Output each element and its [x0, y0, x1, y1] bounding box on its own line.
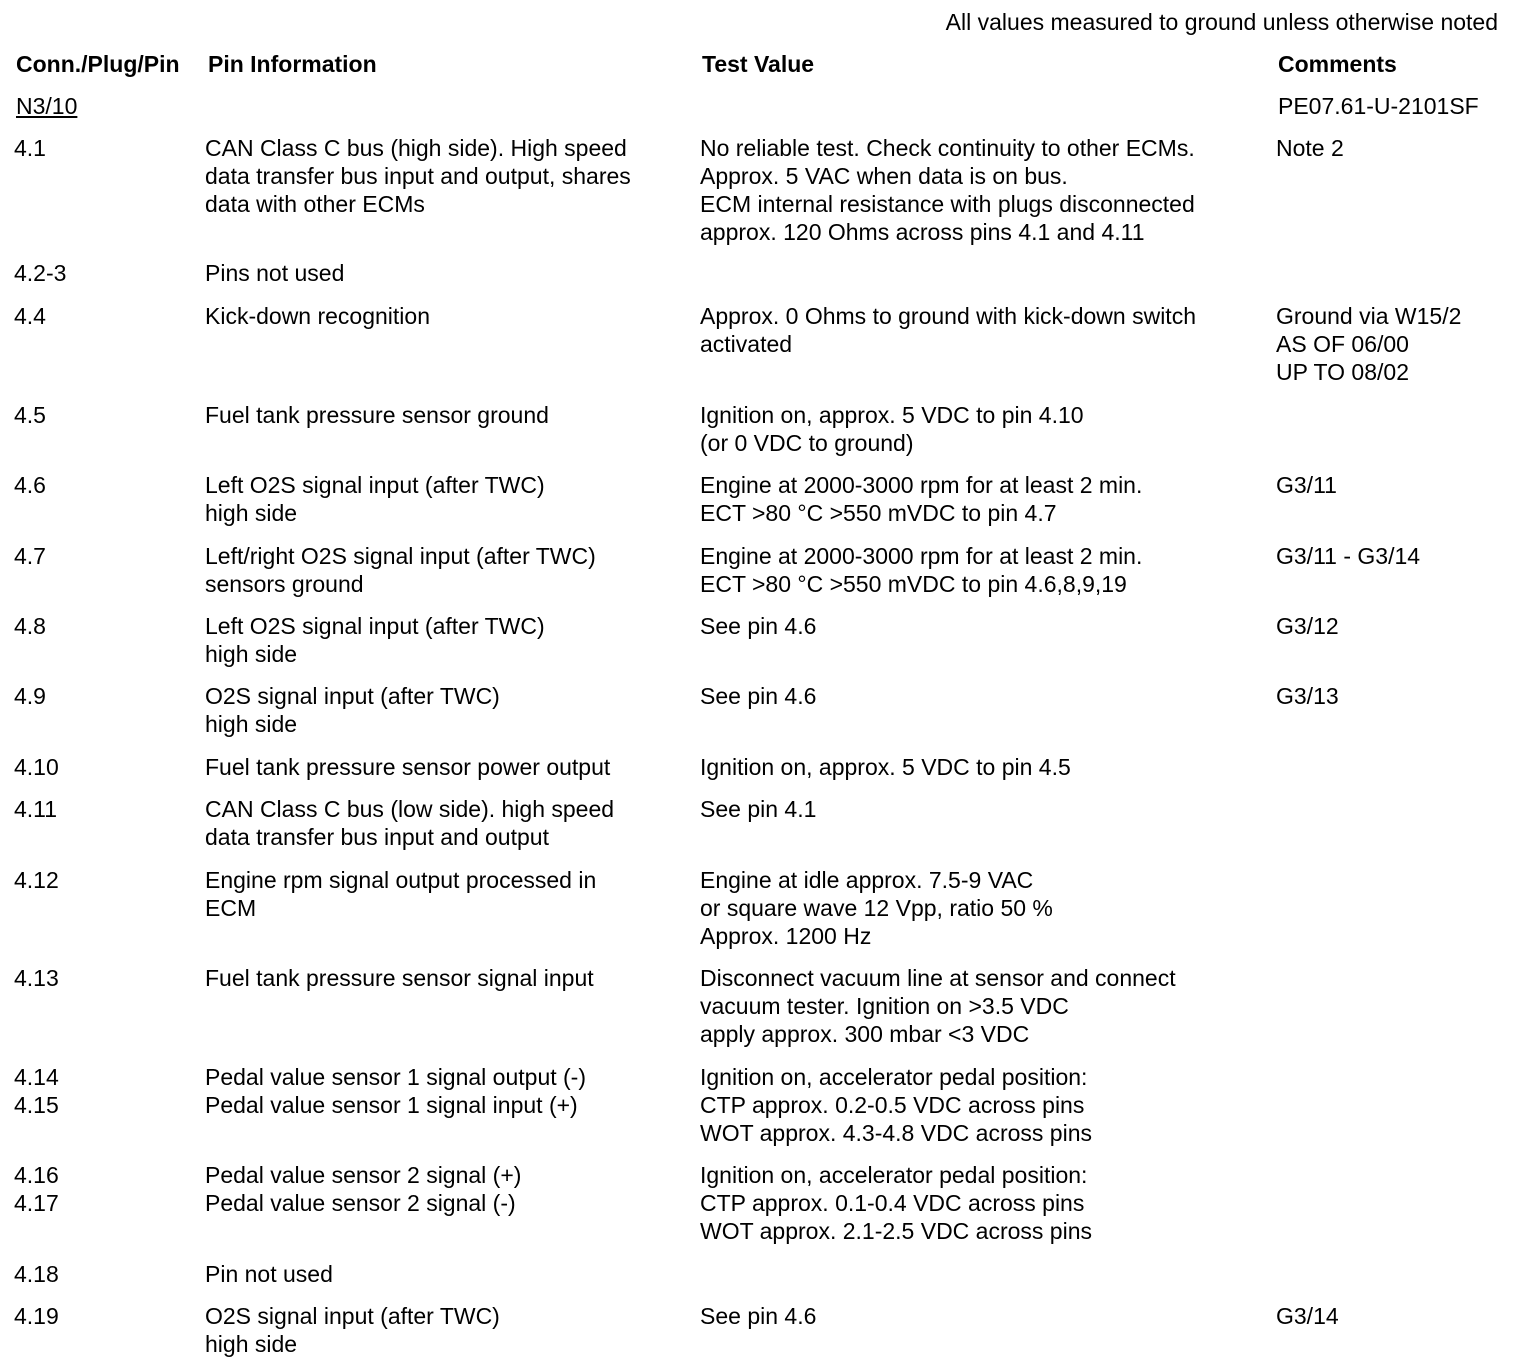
test-value-cell [700, 1302, 816, 1330]
cell-line: No reliable test. Check continuity to other ECMs. [700, 135, 1195, 161]
cell-line: Fuel tank pressure sensor signal input [205, 965, 594, 991]
pin-cell [14, 795, 57, 823]
measurement-note: All values measured to ground unless otherwise noted [945, 9, 1498, 35]
pin-cell [14, 866, 59, 894]
cell-line: Ignition on, accelerator pedal position: [700, 1064, 1088, 1090]
pin-info-cell [205, 1063, 586, 1119]
cell-line: Approx. 0 Ohms to ground with kick-down switch [700, 303, 1196, 329]
cell-line: 4.1 [14, 135, 46, 161]
pin-cell [14, 1063, 59, 1119]
test-value-cell [700, 682, 816, 710]
cell-line: Ignition on, accelerator pedal position: [700, 1162, 1088, 1188]
cell-line: UP TO 08/02 [1276, 359, 1409, 385]
test-value-cell [700, 1161, 1092, 1245]
pin-cell [14, 612, 46, 640]
pin-info-cell [205, 1260, 333, 1288]
test-value-cell [700, 1063, 1092, 1147]
test-value-cell [700, 134, 1195, 246]
pin-info-cell [205, 795, 614, 851]
cell-line: 4.11 [14, 796, 58, 822]
test-value-cell [700, 471, 1142, 527]
cell-line: 4.17 [14, 1190, 59, 1216]
cell-line: 4.8 [14, 613, 46, 639]
cell-line: sensors ground [205, 571, 364, 597]
pin-cell [14, 1302, 59, 1330]
cell-line: ECT >80 °C >550 mVDC to pin 4.7 [700, 500, 1057, 526]
test-value-cell [700, 302, 1196, 358]
pin-info-cell [205, 471, 545, 527]
pin-info-cell [205, 612, 545, 668]
header-pin-information: Pin Information [208, 51, 377, 77]
test-value-cell [700, 753, 1071, 781]
cell-line: Engine at 2000-3000 rpm for at least 2 min. [700, 472, 1143, 498]
cell-line: 4.14 [14, 1064, 59, 1090]
comment-cell [1276, 542, 1420, 570]
cell-line: O2S signal input (after TWC) [205, 683, 500, 709]
pin-info-cell [205, 401, 549, 429]
pin-info-cell [205, 1302, 500, 1358]
cell-line: G3/11 [1276, 472, 1337, 498]
cell-line: 4.5 [14, 402, 46, 428]
cell-line: CAN Class C bus (high side). High speed [205, 135, 627, 161]
cell-line: ECT >80 °C >550 mVDC to pin 4.6,8,9,19 [700, 571, 1127, 597]
cell-line: 4.19 [14, 1303, 59, 1329]
cell-line: G3/12 [1276, 613, 1339, 639]
cell-line: Pedal value sensor 2 signal (-) [205, 1190, 516, 1216]
cell-line: O2S signal input (after TWC) [205, 1303, 500, 1329]
pin-cell [14, 542, 46, 570]
cell-line: Ignition on, approx. 5 VDC to pin 4.5 [700, 754, 1071, 780]
pin-info-cell [205, 1161, 521, 1217]
comment-cell [1276, 471, 1337, 499]
cell-line: vacuum tester. Ignition on >3.5 VDC [700, 993, 1069, 1019]
cell-line: high side [205, 711, 298, 737]
test-value-cell [700, 795, 816, 823]
cell-line: See pin 4.1 [700, 796, 817, 822]
cell-line: Engine at idle approx. 7.5-9 VAC [700, 867, 1034, 893]
cell-line: ECM [205, 895, 257, 921]
cell-line: Ground via W15/2 [1276, 303, 1462, 329]
cell-line: Note 2 [1276, 135, 1344, 161]
comment-cell [1276, 682, 1339, 710]
cell-line: WOT approx. 4.3-4.8 VDC across pins [700, 1120, 1092, 1146]
pin-info-cell [205, 753, 610, 781]
cell-line: AS OF 06/00 [1276, 331, 1409, 357]
pin-info-cell [205, 134, 631, 218]
pin-cell [14, 753, 59, 781]
cell-line: Pedal value sensor 1 signal output (-) [205, 1064, 586, 1090]
cell-line: Fuel tank pressure sensor ground [205, 402, 549, 428]
cell-line: G3/13 [1276, 683, 1339, 709]
cell-line: See pin 4.6 [700, 1303, 817, 1329]
connector-id: N3/10 [16, 93, 78, 119]
cell-line: Left O2S signal input (after TWC) [205, 613, 545, 639]
cell-line: Disconnect vacuum line at sensor and connect [700, 965, 1176, 991]
cell-line: Pedal value sensor 1 signal input (+) [205, 1092, 578, 1118]
cell-line: WOT approx. 2.1-2.5 VDC across pins [700, 1218, 1092, 1244]
pin-cell [14, 401, 46, 429]
cell-line: 4.2-3 [14, 260, 67, 286]
cell-line: See pin 4.6 [700, 613, 817, 639]
test-value-cell [700, 401, 1084, 457]
cell-line: 4.16 [14, 1162, 59, 1188]
pin-cell [14, 134, 46, 162]
cell-line: high side [205, 641, 298, 667]
cell-line: (or 0 VDC to ground) [700, 430, 914, 456]
pin-info-cell [205, 302, 430, 330]
cell-line: See pin 4.6 [700, 683, 817, 709]
comment-cell [1276, 612, 1339, 640]
cell-line: 4.13 [14, 965, 59, 991]
pin-info-cell [205, 542, 596, 598]
cell-line: high side [205, 500, 298, 526]
cell-line: approx. 120 Ohms across pins 4.1 and 4.11 [700, 219, 1145, 245]
pin-info-cell [205, 866, 596, 922]
pin-info-cell [205, 682, 500, 738]
cell-line: G3/14 [1276, 1303, 1339, 1329]
cell-line: Approx. 5 VAC when data is on bus. [700, 163, 1068, 189]
cell-line: Left/right O2S signal input (after TWC) [205, 543, 596, 569]
cell-line: activated [700, 331, 793, 357]
pin-cell [14, 259, 66, 287]
cell-line: data transfer bus input and output, shares [205, 163, 631, 189]
cell-line: Pin not used [205, 1261, 333, 1287]
cell-line: CTP approx. 0.1-0.4 VDC across pins [700, 1190, 1085, 1216]
cell-line: ECM internal resistance with plugs disconnected [700, 191, 1195, 217]
test-value-cell [700, 542, 1142, 598]
pin-cell [14, 471, 46, 499]
comment-cell [1276, 302, 1461, 386]
cell-line: 4.18 [14, 1261, 59, 1287]
pin-cell [14, 1260, 59, 1288]
pin-cell [14, 682, 46, 710]
cell-line: apply approx. 300 mbar <3 VDC [700, 1021, 1030, 1047]
header-comments: Comments [1278, 51, 1397, 77]
test-value-cell [700, 964, 1176, 1048]
pin-cell [14, 302, 46, 330]
cell-line: 4.15 [14, 1092, 59, 1118]
pin-info-cell [205, 259, 344, 287]
document-reference: PE07.61-U-2101SF [1278, 93, 1479, 119]
cell-line: Ignition on, approx. 5 VDC to pin 4.10 [700, 402, 1084, 428]
comment-cell [1276, 134, 1344, 162]
comment-cell [1276, 1302, 1339, 1330]
cell-line: Left O2S signal input (after TWC) [205, 472, 545, 498]
cell-line: 4.6 [14, 472, 46, 498]
pin-cell [14, 964, 59, 992]
test-value-cell [700, 866, 1053, 950]
cell-line: 4.4 [14, 303, 46, 329]
cell-line: Kick-down recognition [205, 303, 431, 329]
cell-line: Pedal value sensor 2 signal (+) [205, 1162, 522, 1188]
cell-line: Approx. 1200 Hz [700, 923, 872, 949]
cell-line: 4.7 [14, 543, 46, 569]
cell-line: data transfer bus input and output [205, 824, 549, 850]
test-value-cell [700, 612, 816, 640]
cell-line: G3/11 - G3/14 [1276, 543, 1421, 569]
cell-line: Engine at 2000-3000 rpm for at least 2 min. [700, 543, 1143, 569]
cell-line: 4.9 [14, 683, 46, 709]
cell-line: or square wave 12 Vpp, ratio 50 % [700, 895, 1053, 921]
cell-line: CTP approx. 0.2-0.5 VDC across pins [700, 1092, 1085, 1118]
cell-line: Pins not used [205, 260, 345, 286]
cell-line: 4.10 [14, 754, 59, 780]
cell-line: Engine rpm signal output processed in [205, 867, 597, 893]
pin-cell [14, 1161, 59, 1217]
cell-line: 4.12 [14, 867, 59, 893]
pin-info-cell [205, 964, 594, 992]
cell-line: CAN Class C bus (low side). high speed [205, 796, 615, 822]
header-conn-plug-pin: Conn./Plug/Pin [16, 51, 180, 77]
cell-line: data with other ECMs [205, 191, 425, 217]
header-test-value: Test Value [702, 51, 815, 77]
cell-line: Fuel tank pressure sensor power output [205, 754, 611, 780]
cell-line: high side [205, 1331, 298, 1357]
